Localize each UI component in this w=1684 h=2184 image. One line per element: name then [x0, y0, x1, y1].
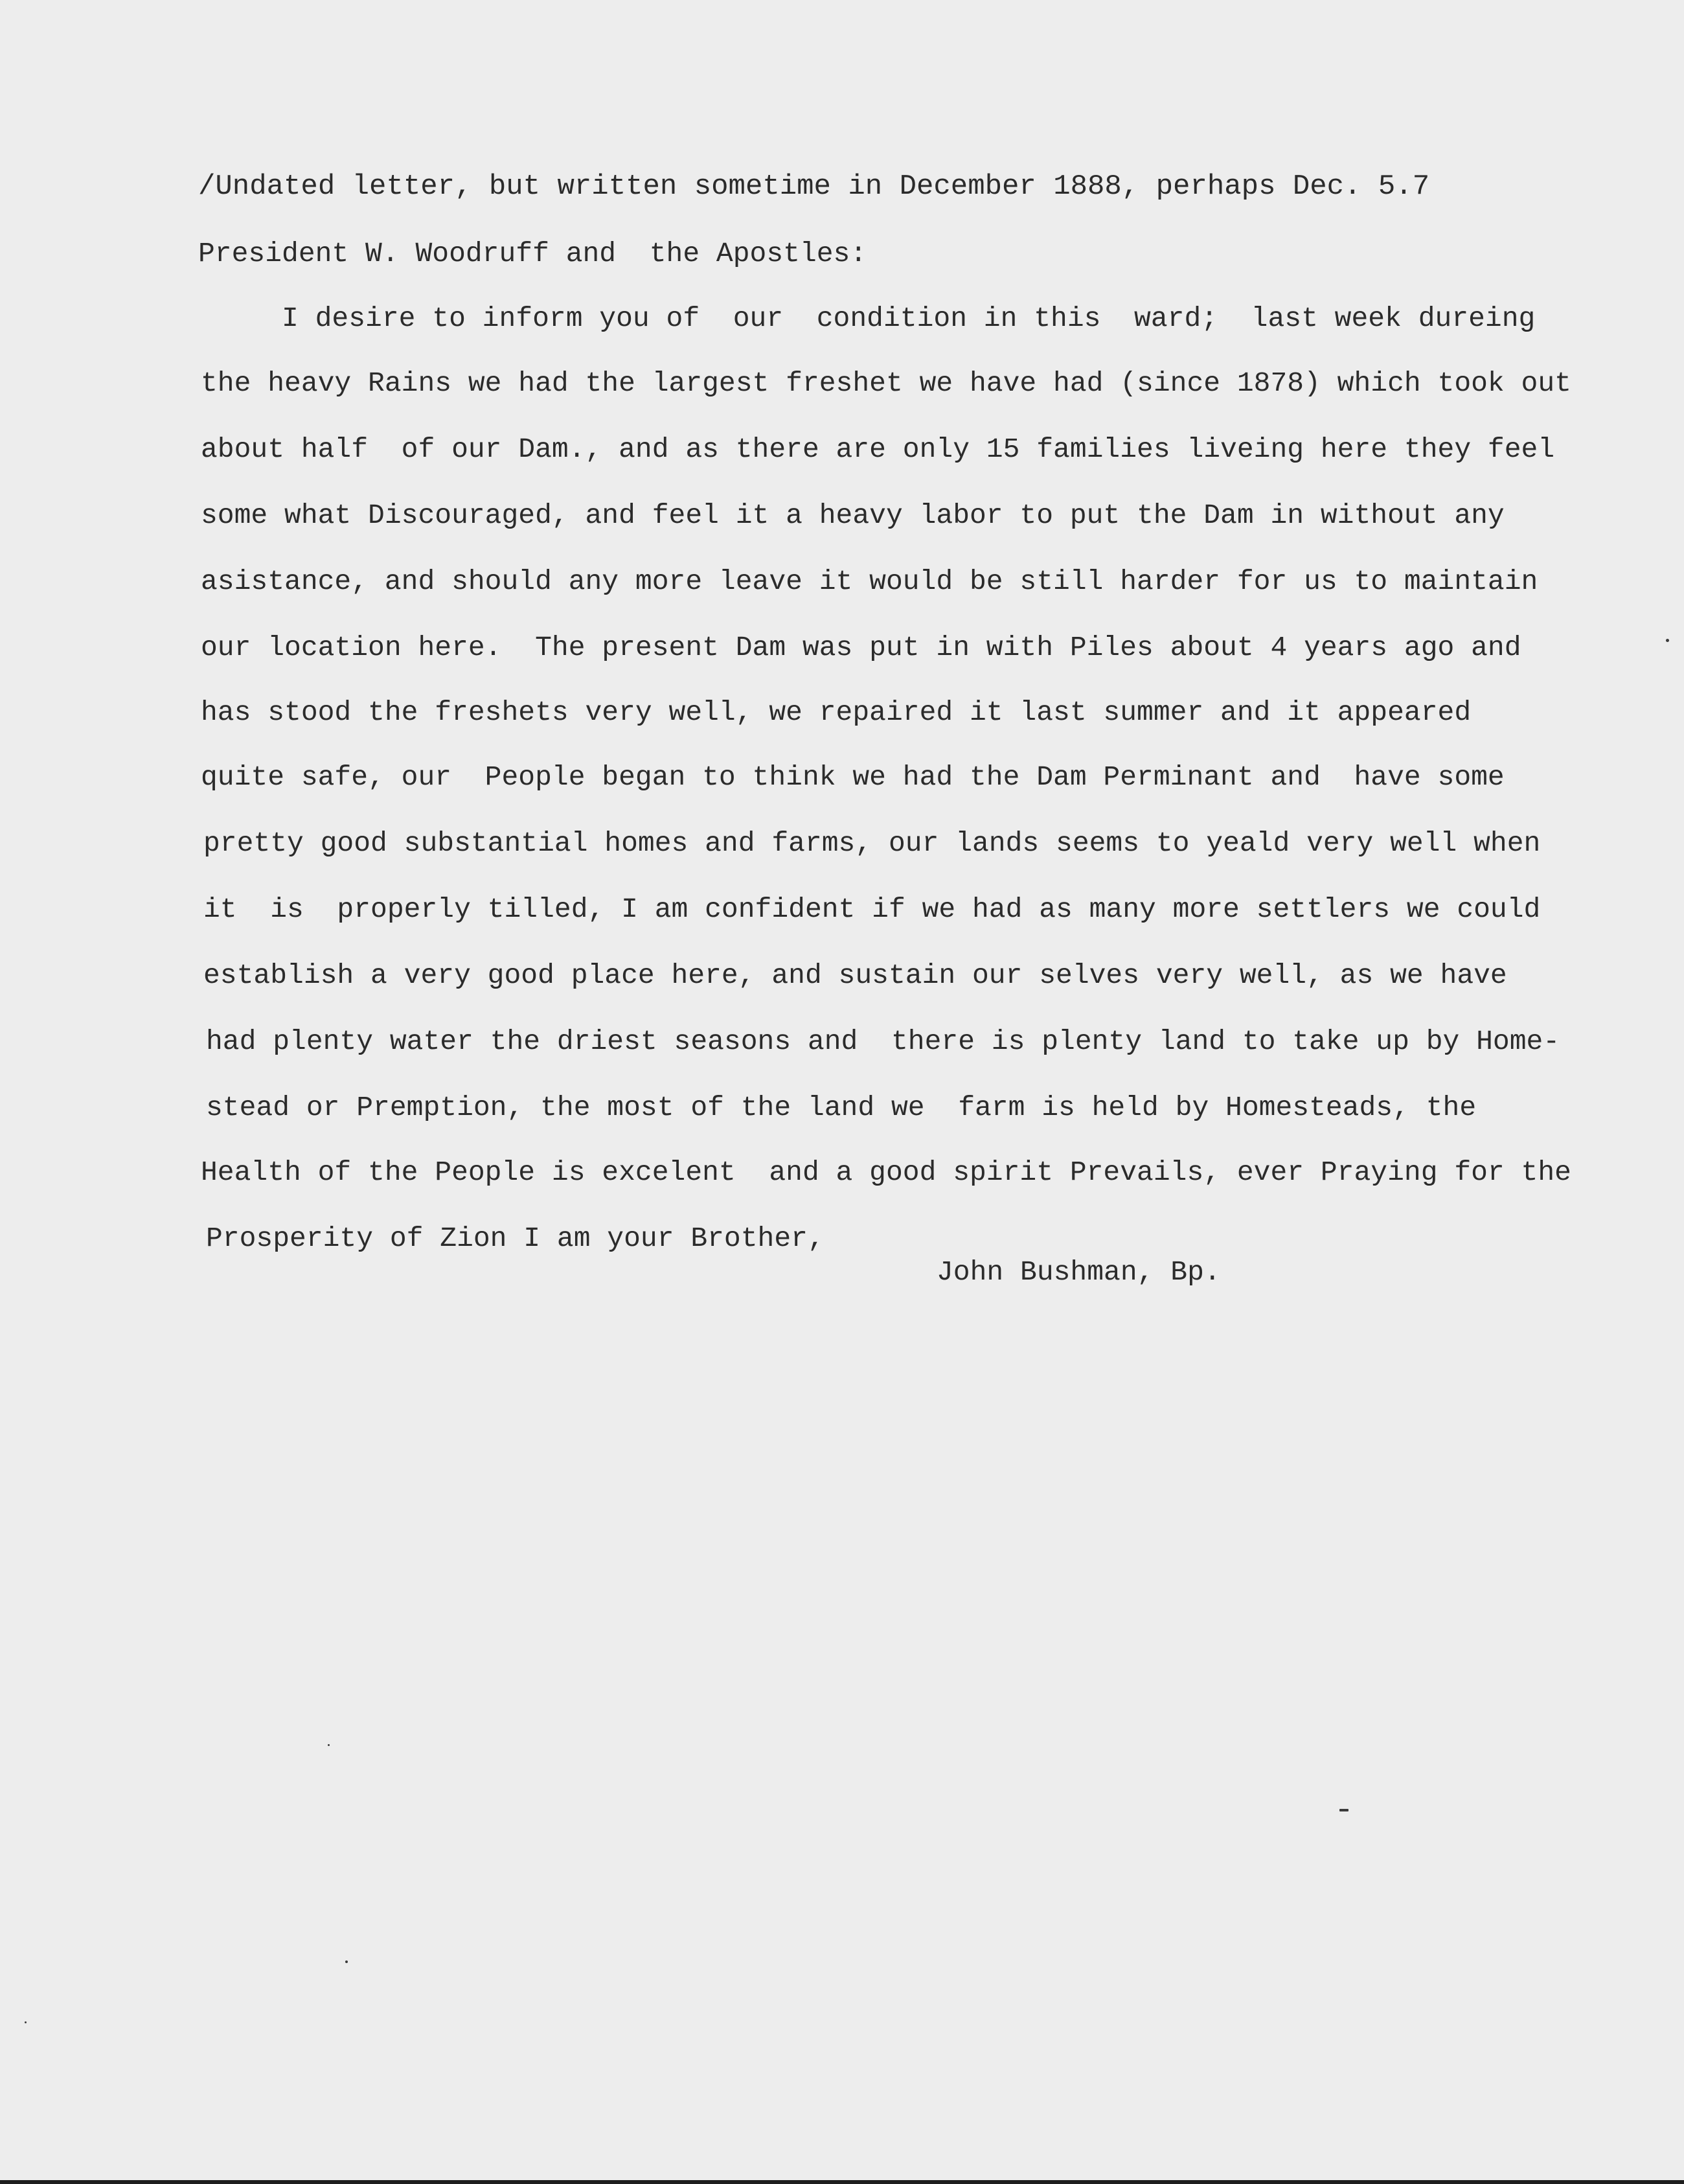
- scan-bottom-edge: [0, 2180, 1684, 2184]
- body-line: about half of our Dam., and as there are only 15 families liveing here they feel: [201, 433, 1555, 465]
- signature: John Bushman, Bp.: [937, 1256, 1221, 1288]
- body-line: the heavy Rains we had the largest freshet we have had (since 1878) which took out: [201, 367, 1571, 399]
- body-line: it is properly tilled, I am confident if we had as many more settlers we could: [203, 893, 1541, 925]
- salutation: President W. Woodruff and the Apostles:: [198, 238, 867, 270]
- body-line: our location here. The present Dam was put in with Piles about 4 years ago and: [201, 632, 1521, 663]
- body-line: quite safe, our People began to think we had the Dam Perminant and have some: [201, 761, 1505, 793]
- paper-speck: [1666, 639, 1669, 642]
- body-line: had plenty water the driest seasons and there is plenty land to take up by Home-: [206, 1026, 1560, 1057]
- body-line: stead or Premption, the most of the land we farm is held by Homesteads, the: [206, 1092, 1477, 1123]
- body-line: establish a very good place here, and sustain our selves very well, as we have: [203, 960, 1507, 991]
- body-line: some what Discouraged, and feel it a heavy labor to put the Dam in without any: [201, 500, 1505, 531]
- body-line: pretty good substantial homes and farms, our lands seems to yeald very well when: [203, 827, 1541, 859]
- body-line: has stood the freshets very well, we repaired it last summer and it appeared: [201, 696, 1472, 728]
- paper-speck: [25, 2021, 27, 2023]
- paper-speck: [328, 1744, 330, 1746]
- body-line: I desire to inform you of our condition in this ward; last week dureing: [198, 303, 1536, 334]
- body-line: asistance, and should any more leave it would be still harder for us to maintain: [201, 566, 1538, 597]
- editorial-note: /Undated letter, but written sometime in December 1888, perhaps Dec. 5.7: [198, 170, 1430, 203]
- body-line: Prosperity of Zion I am your Brother,: [206, 1223, 825, 1254]
- body-line: Health of the People is excelent and a good spirit Prevails, ever Praying for the: [201, 1156, 1571, 1188]
- paper-speck: [345, 1960, 348, 1963]
- paper-speck: [1339, 1809, 1348, 1811]
